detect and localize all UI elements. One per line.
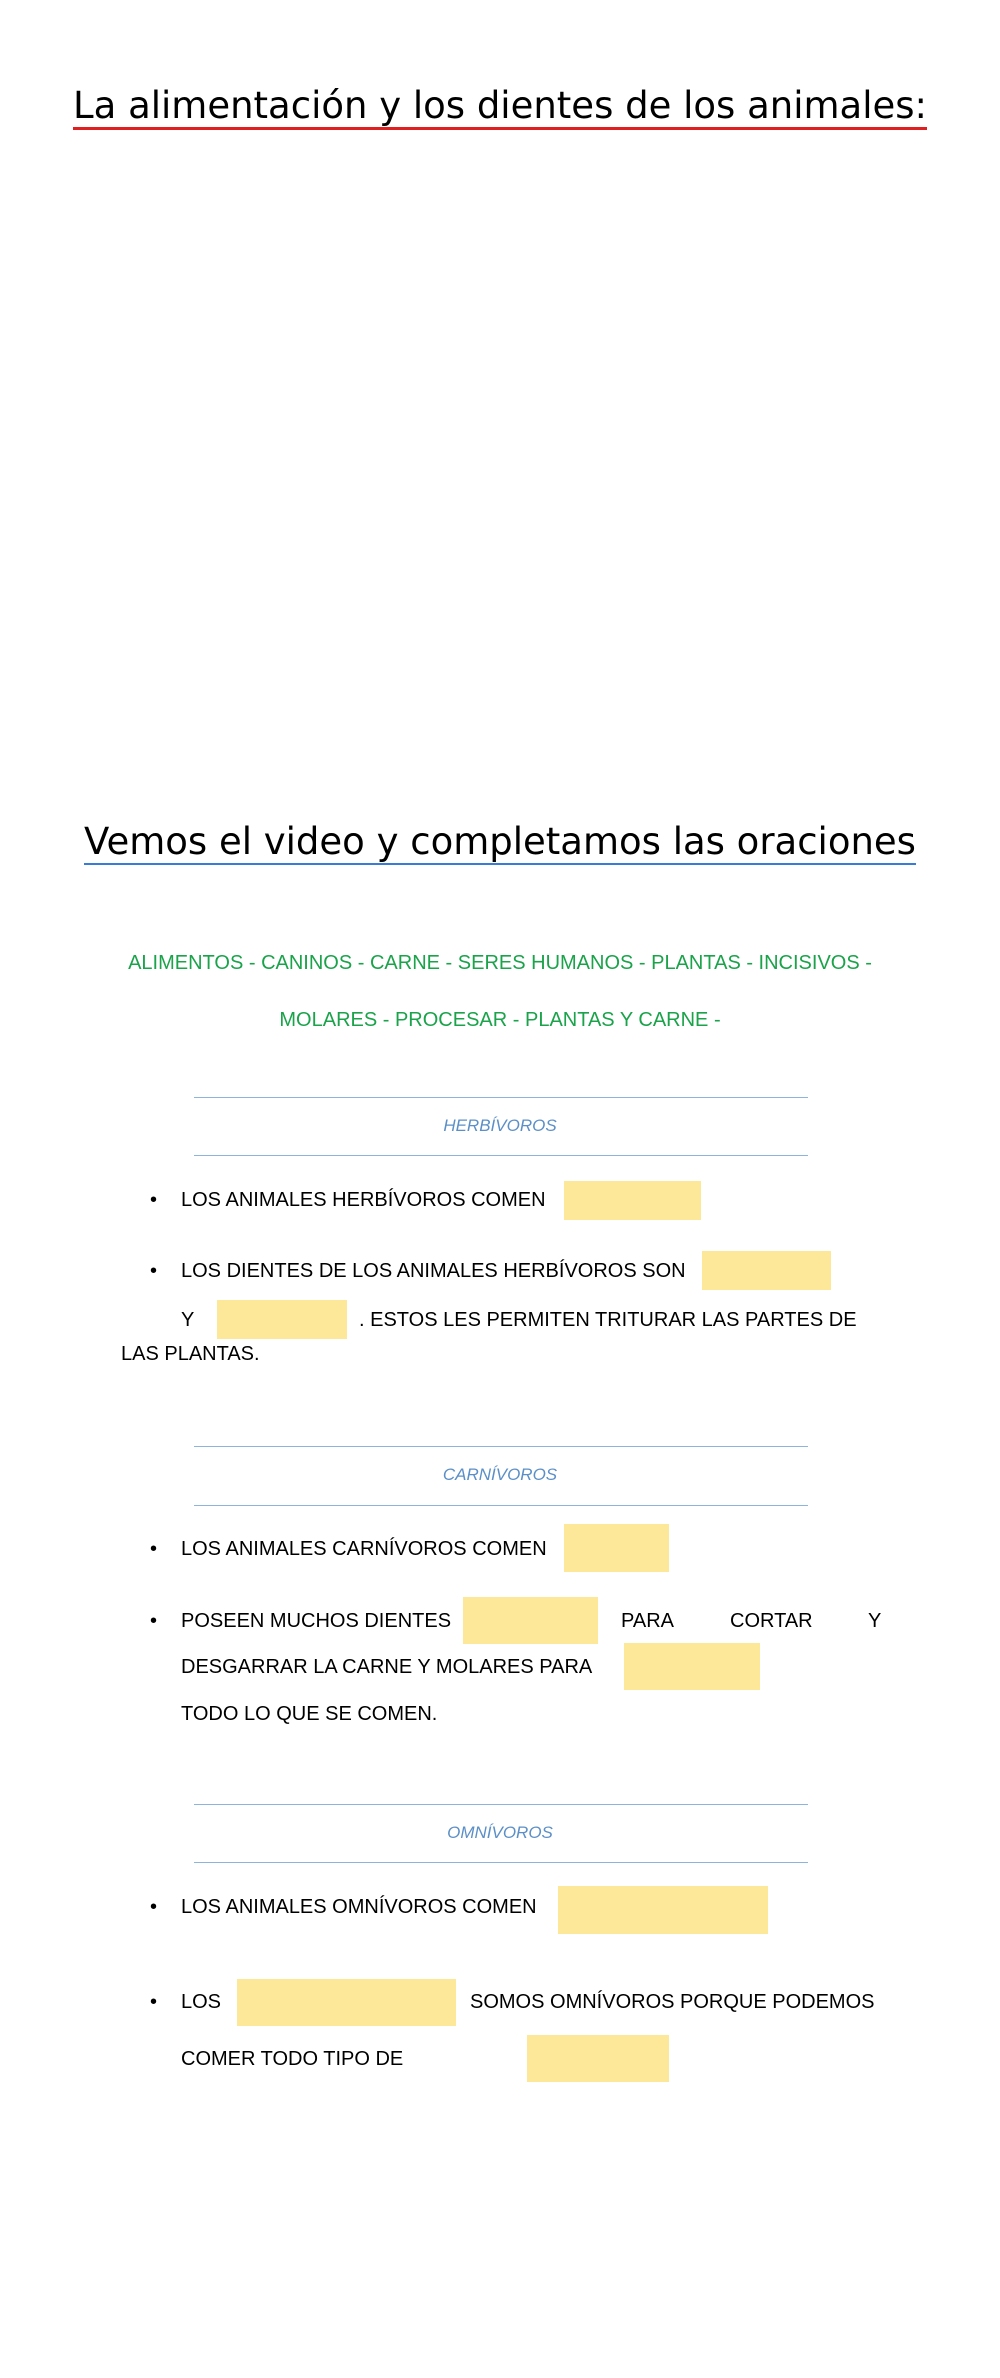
herbivoros-sentence-2-and: Y [181, 1309, 195, 1331]
herbivoros-sentence-2-end: LAS PLANTAS. [121, 1343, 260, 1365]
carnivoros-sentence-2: POSEEN MUCHOS DIENTES [181, 1610, 452, 1632]
word-bank-line-1: ALIMENTOS - CANINOS - CARNE - SERES HUMANOS - PLANTAS - INCISIVOS - [128, 952, 872, 974]
section-divider-bottom [194, 1862, 808, 1863]
bullet-icon: • [150, 1991, 158, 2013]
carnivoros-sentence-2-end: TODO LO QUE SE COMEN. [181, 1703, 438, 1725]
bullet-icon: • [150, 1189, 158, 1211]
word-bank-line-2: MOLARES - PROCESAR - PLANTAS Y CARNE - [279, 1009, 721, 1031]
section-divider-bottom [194, 1505, 808, 1506]
page-title: La alimentación y los dientes de los animales: [0, 84, 1000, 128]
blank-carnivoros-teeth[interactable] [463, 1597, 598, 1644]
carnivoros-word-y: Y [868, 1610, 882, 1632]
heading-herbivoros: HERBÍVOROS [443, 1116, 557, 1135]
blank-omnivoros-who[interactable] [237, 1979, 456, 2026]
blank-carnivoros-process[interactable] [624, 1643, 760, 1690]
omnivoros-sentence-2: LOS [181, 1991, 222, 2013]
carnivoros-sentence-2-cont: DESGARRAR LA CARNE Y MOLARES PARA [181, 1656, 593, 1678]
herbivoros-sentence-2: LOS DIENTES DE LOS ANIMALES HERBÍVOROS SON [181, 1260, 686, 1282]
bullet-icon: • [150, 1896, 158, 1918]
blank-omnivoros-type[interactable] [527, 2035, 669, 2082]
bullet-icon: • [150, 1538, 158, 1560]
herbivoros-sentence-1: LOS ANIMALES HERBÍVOROS COMEN [181, 1189, 546, 1211]
blank-herbivoros-food[interactable] [564, 1181, 701, 1220]
herbivoros-sentence-2-cont: . ESTOS LES PERMITEN TRITURAR LAS PARTES DE [359, 1309, 857, 1331]
section-divider-top [194, 1446, 808, 1447]
section-divider-bottom [194, 1155, 808, 1156]
section-subtitle: Vemos el video y completamos las oraciones [84, 820, 916, 863]
omnivoros-sentence-2-cont: SOMOS OMNÍVOROS PORQUE PODEMOS [470, 1991, 875, 2013]
heading-carnivoros: CARNÍVOROS [442, 1465, 558, 1484]
section-divider-top [194, 1804, 808, 1805]
carnivoros-sentence-1: LOS ANIMALES CARNÍVOROS COMEN [181, 1538, 547, 1560]
blank-herbivoros-teeth-1[interactable] [702, 1251, 831, 1290]
omnivoros-sentence-2-end: COMER TODO TIPO DE [181, 2048, 404, 2070]
bullet-icon: • [150, 1610, 158, 1632]
section-divider-top [194, 1097, 808, 1098]
blank-carnivoros-food[interactable] [564, 1524, 669, 1572]
blank-herbivoros-teeth-2[interactable] [217, 1300, 347, 1339]
heading-omnivoros: OMNÍVOROS [447, 1823, 553, 1842]
carnivoros-word-cortar: CORTAR [730, 1610, 813, 1632]
omnivoros-sentence-1: LOS ANIMALES OMNÍVOROS COMEN [181, 1896, 537, 1918]
blank-omnivoros-food[interactable] [558, 1886, 768, 1934]
carnivoros-word-para: PARA [621, 1610, 674, 1632]
bullet-icon: • [150, 1260, 158, 1282]
